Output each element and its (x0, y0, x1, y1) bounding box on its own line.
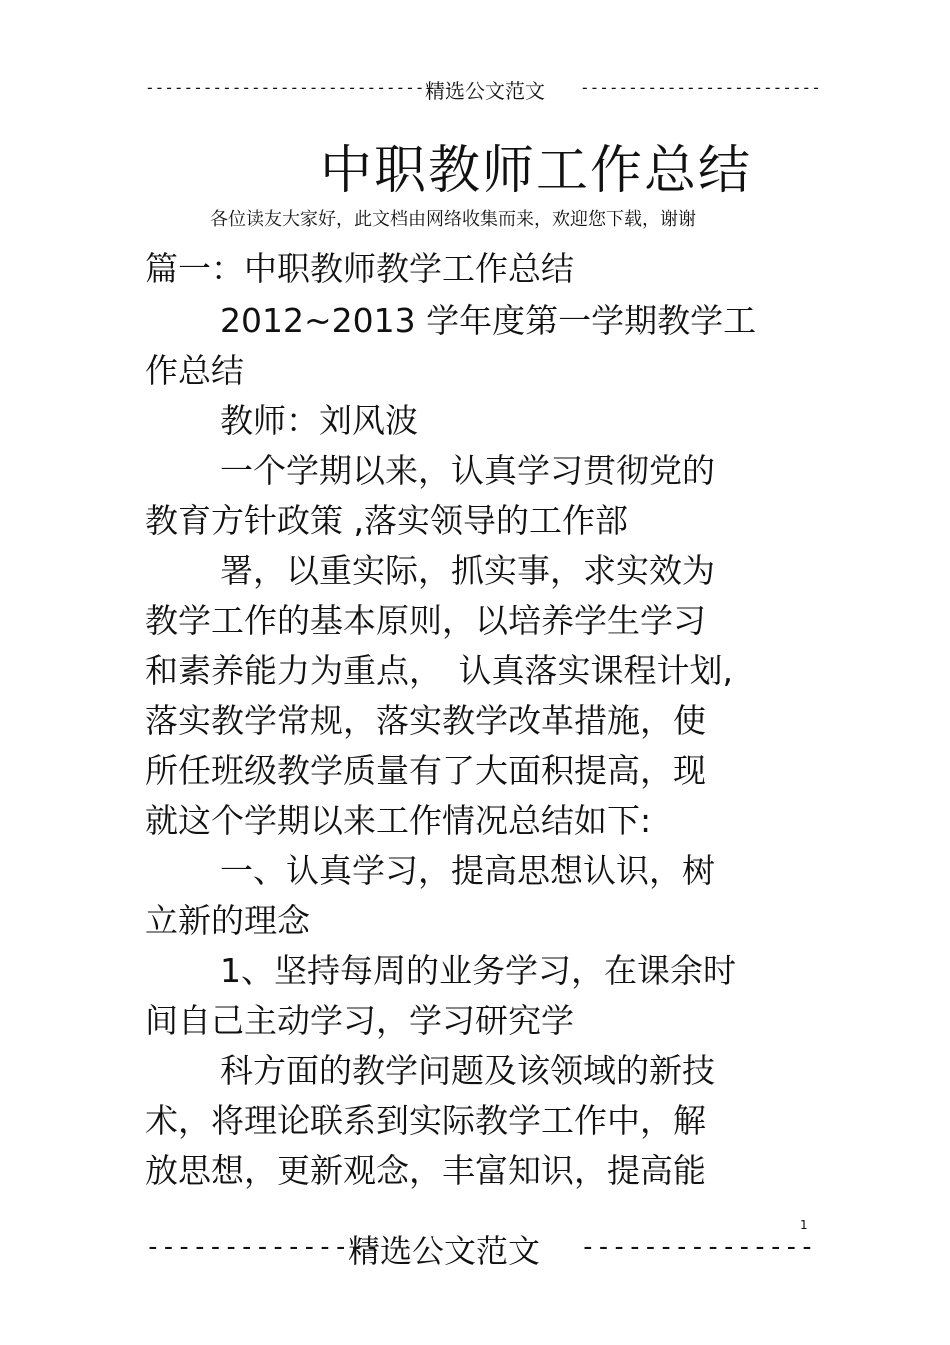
footer-right-rule: --------------- (580, 1232, 815, 1262)
body-line-13: 一、认真学习，提高思想认识，树 (220, 851, 715, 890)
body-line-6: 教育方针政策 ,落实领导的工作部 (145, 501, 628, 540)
document-title: 中职教师工作总结 (320, 141, 753, 201)
body-line-16: 间自己主动学习，学习研究学 (145, 1001, 574, 1040)
page-number: 1 (800, 1218, 808, 1232)
body-line-15: 1、坚持每周的业务学习，在课余时 (220, 951, 736, 990)
body-line-12: 就这个学期以来工作情况总结如下: (145, 801, 652, 840)
body-line-3: 作总结 (145, 351, 244, 390)
footer-left-rule: --------------- (145, 1232, 380, 1262)
body-line-11: 所任班级教学质量有了大面积提高，现 (145, 751, 706, 790)
body-line-18: 术，将理论联系到实际教学工作中，解 (145, 1101, 706, 1140)
body-line-9: 和素养能力为重点， 认真落实课程计划, (145, 651, 733, 690)
body-line-5: 一个学期以来，认真学习贯彻党的 (220, 451, 715, 490)
body-line-14: 立新的理念 (145, 901, 310, 940)
header-right-rule: ------------------------- (580, 78, 821, 97)
body-line-19: 放思想，更新观念，丰富知识，提高能 (145, 1151, 706, 1190)
body-line-4: 教师：刘风波 (220, 401, 418, 440)
body-line-10: 落实教学常规，落实教学改革措施，使 (145, 701, 706, 740)
download-note: 各位读友大家好，此文档由网络收集而来，欢迎您下载，谢谢 (210, 209, 696, 230)
header-text: 精选公文范文 (425, 79, 545, 103)
body-line-8: 教学工作的基本原则，以培养学生学习 (145, 601, 706, 640)
body-line-17: 科方面的教学问题及该领域的新技 (220, 1051, 715, 1090)
body-line-1: 篇一：中职教师教学工作总结 (145, 249, 574, 288)
body-line-2: 2012~2013 学年度第一学期教学工 (220, 301, 757, 340)
header-left-rule: -------------------------------- (145, 78, 454, 97)
body-line-7: 署，以重实际，抓实事，求实效为 (220, 551, 715, 590)
footer-text: 精选公文范文 (348, 1232, 541, 1270)
